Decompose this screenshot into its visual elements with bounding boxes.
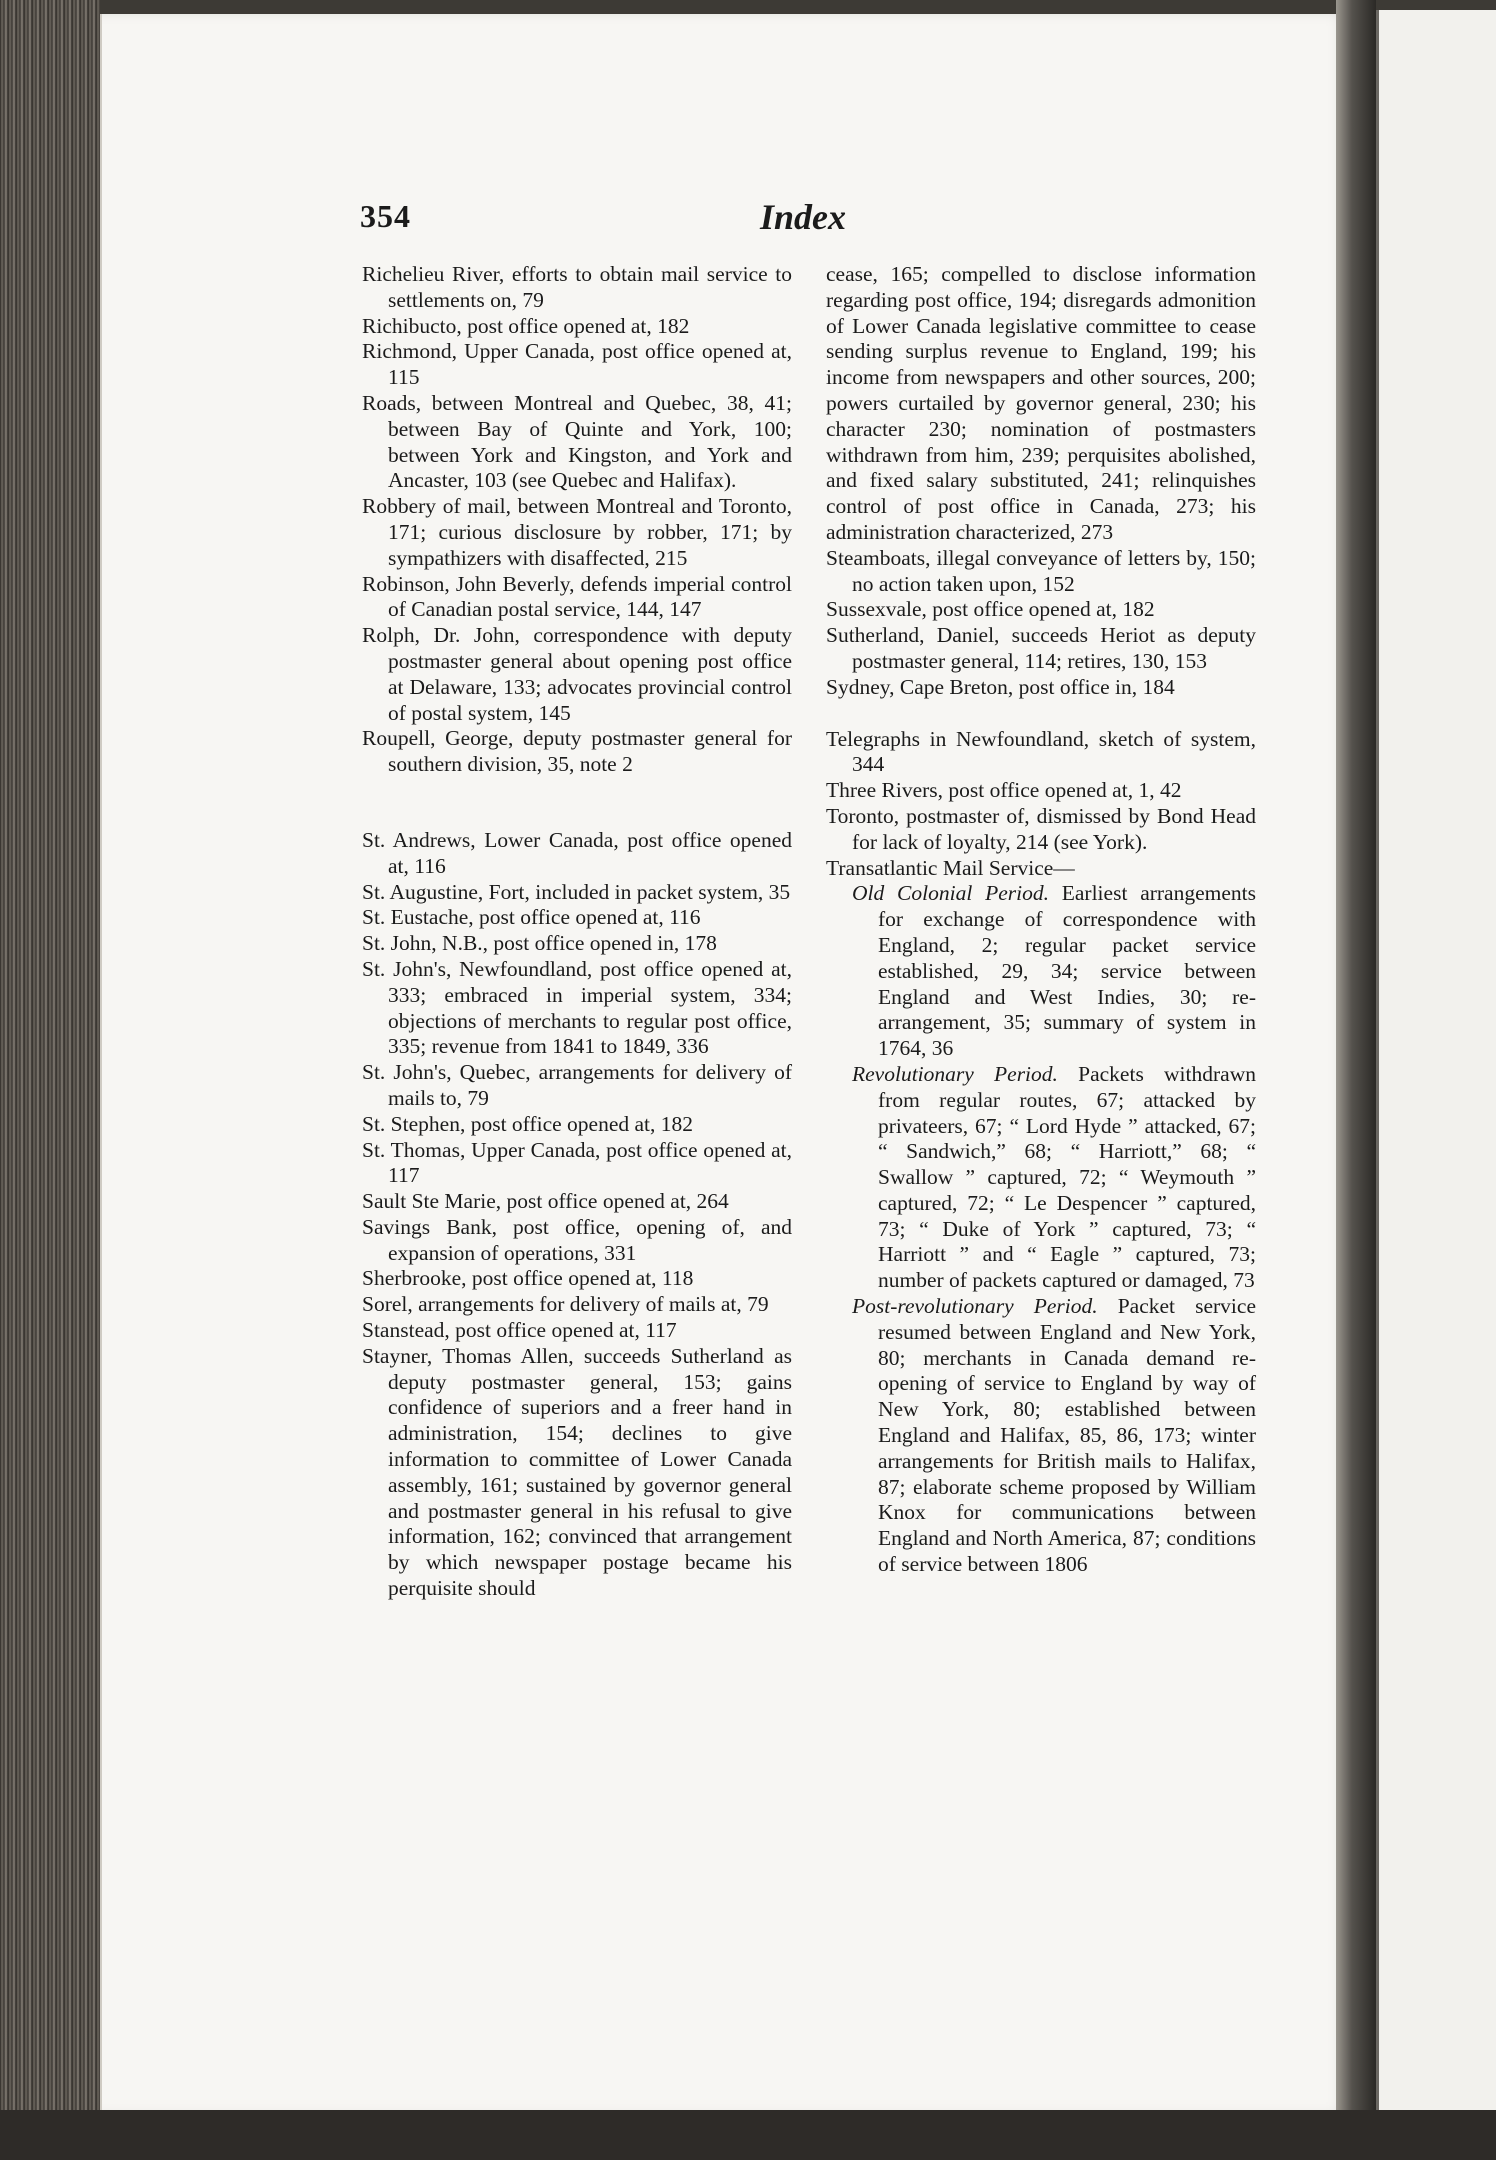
index-entry: Richelieu River, efforts to obtain mail service to settlements on, 79 xyxy=(362,262,792,312)
index-entry: Richibucto, post office opened at, 182 xyxy=(362,313,690,338)
index-entry: Roupell, George, deputy postmaster general for southern division, 35, note 2 xyxy=(362,726,792,777)
index-entry: Robbery of mail, between Montreal and Toronto, 171; curious disclosure by robber, 171; by sympathizers with disaffected, 215 xyxy=(362,494,792,570)
index-entry: Robinson, John Beverly, defends imperial control of Canadian postal service, 144, 147 xyxy=(362,571,792,622)
index-entry: Sorel, arrangements for delivery of mails at, 79 xyxy=(362,1292,769,1317)
index-entry: St. Augustine, Fort, included in packet system, 35 xyxy=(362,879,791,904)
index-entry: Toronto, postmaster of, dismissed by Bond Head for lack of loyalty, 214 (see York). xyxy=(826,803,1256,854)
index-entry: St. Eustache, post office opened at, 116 xyxy=(362,905,701,930)
book-page-edges xyxy=(0,0,100,2160)
index-subentry xyxy=(826,881,1256,1062)
index-entry: St. John's, Newfoundland, post office opened at, 333; embraced in imperial system, 334; objections of merchants to regular post office, 335; revenue from 1841 to 1849, 336 xyxy=(362,956,792,1059)
index-entry: Stayner, Thomas Allen, succeeds Sutherland as deputy postmaster general, 153; gains confidence of superiors and a freer hand in administration, 154; declines to give information to committee of Lower Canada assembly, 161; sustained by governor general and postmaster general in his refusal to give information, 162; convinced that arrangement by which newspaper postage became his perquisite should xyxy=(362,1343,792,1601)
index-entry: Sutherland, Daniel, succeeds Heriot as deputy postmaster general, 114; retires, 130, 153 xyxy=(826,623,1256,673)
index-entry: St. John's, Quebec, arrangements for delivery of mails to, 79 xyxy=(362,1060,792,1110)
index-entry: Richmond, Upper Canada, post office opened at, 115 xyxy=(362,339,792,390)
index-entry: Sussexvale, post office opened at, 182 xyxy=(826,597,1155,622)
index-entry: St. Stephen, post office opened at, 182 xyxy=(362,1111,694,1136)
index-subentry xyxy=(826,1294,1256,1578)
page-title: Index xyxy=(760,197,847,237)
page-number: 354 xyxy=(360,198,411,234)
index-entry: Three Rivers, post office opened at, 1, 42 xyxy=(826,778,1182,803)
subentry-text: Packets withdrawn from regular routes, 67; attacked by privateers, 67; “ Lord Hyde ” attacked, 67; “ Sandwich,” 68; “ Harriott,” 68; “ Swallow ” captured, 72; “ Weymouth ” captured, 72; “ Le Despencer ” captured, 73; “ Duke of York ” captured, 73; “ Harriott ” and “ Eagle ” captured, 73; number of packets captured or damaged, 73 xyxy=(878,1061,1256,1293)
index-entry: St. Andrews, Lower Canada, post office opened at, 116 xyxy=(362,827,792,878)
index-entry: Transatlantic Mail Service— xyxy=(826,855,1075,880)
scan-bottom-band xyxy=(0,2110,1496,2160)
index-entry: St. Thomas, Upper Canada, post office opened at, 117 xyxy=(362,1137,792,1188)
index-entry-continuation: cease, 165; compelled to disclose information regarding post office, 194; disregards admonition of Lower Canada legislative committee to cease sending surplus revenue to England, 199; his income from newspapers and other sources, 200; powers curtailed by governor general, 230; his character 230; nomination of postmasters withdrawn from him, 239; perquisites abolished, and fixed salary substituted, 241; relinquishes control of post office in Canada, 273; his administration characterized, 273 xyxy=(826,262,1256,544)
index-entry: Telegraphs in Newfoundland, sketch of system, 344 xyxy=(826,726,1256,777)
index-column-right xyxy=(826,262,1256,1578)
index-entry: Roads, between Montreal and Quebec, 38, 41; between Bay of Quinte and York, 100; between York and Kingston, and York and Ancaster, 103 (see Quebec and Halifax). xyxy=(362,390,792,493)
index-entry: Rolph, Dr. John, correspondence with deputy postmaster general about opening post office at Delaware, 133; advocates provincial control of postal system, 145 xyxy=(362,623,792,725)
index-entry: St. John, N.B., post office opened in, 178 xyxy=(362,931,717,956)
book-gutter xyxy=(1336,0,1376,2160)
index-entry: Sydney, Cape Breton, post office in, 184 xyxy=(826,674,1175,699)
subentry-period: Old Colonial Period. xyxy=(852,881,1049,906)
index-entry: Sherbrooke, post office opened at, 118 xyxy=(362,1266,694,1291)
subentry-text: Packet service resumed between England and New York, 80; merchants in Canada demand re-opening of service to England by way of New York, 80; established between England and Halifax, 85, 86, 173; winter arrangements for British mails to Halifax, 87; elaborate scheme proposed by William Knox for communications between England and North America, 87; conditions of service between 1806 xyxy=(878,1294,1256,1577)
index-entry: Stanstead, post office opened at, 117 xyxy=(362,1318,677,1343)
index-subentry xyxy=(826,1062,1256,1294)
index-entry: Sault Ste Marie, post office opened at, 264 xyxy=(362,1189,729,1214)
subentry-period: Revolutionary Period. xyxy=(852,1061,1058,1086)
subentry-period: Post-revolutionary Period. xyxy=(852,1294,1098,1319)
index-entry: Savings Bank, post office, opening of, and expansion of operations, 331 xyxy=(362,1214,792,1265)
index-column-left xyxy=(362,262,792,1602)
facing-page xyxy=(1376,10,1496,2130)
subentry-text: Earliest arrangements for exchange of correspondence with England, 2; regular packet service established, 29, 34; service between England and West Indies, 30; re-arrangement, 35; summary of system in 1764, 36 xyxy=(878,881,1256,1061)
index-entry: Steamboats, illegal conveyance of letters by, 150; no action taken upon, 152 xyxy=(826,545,1256,596)
